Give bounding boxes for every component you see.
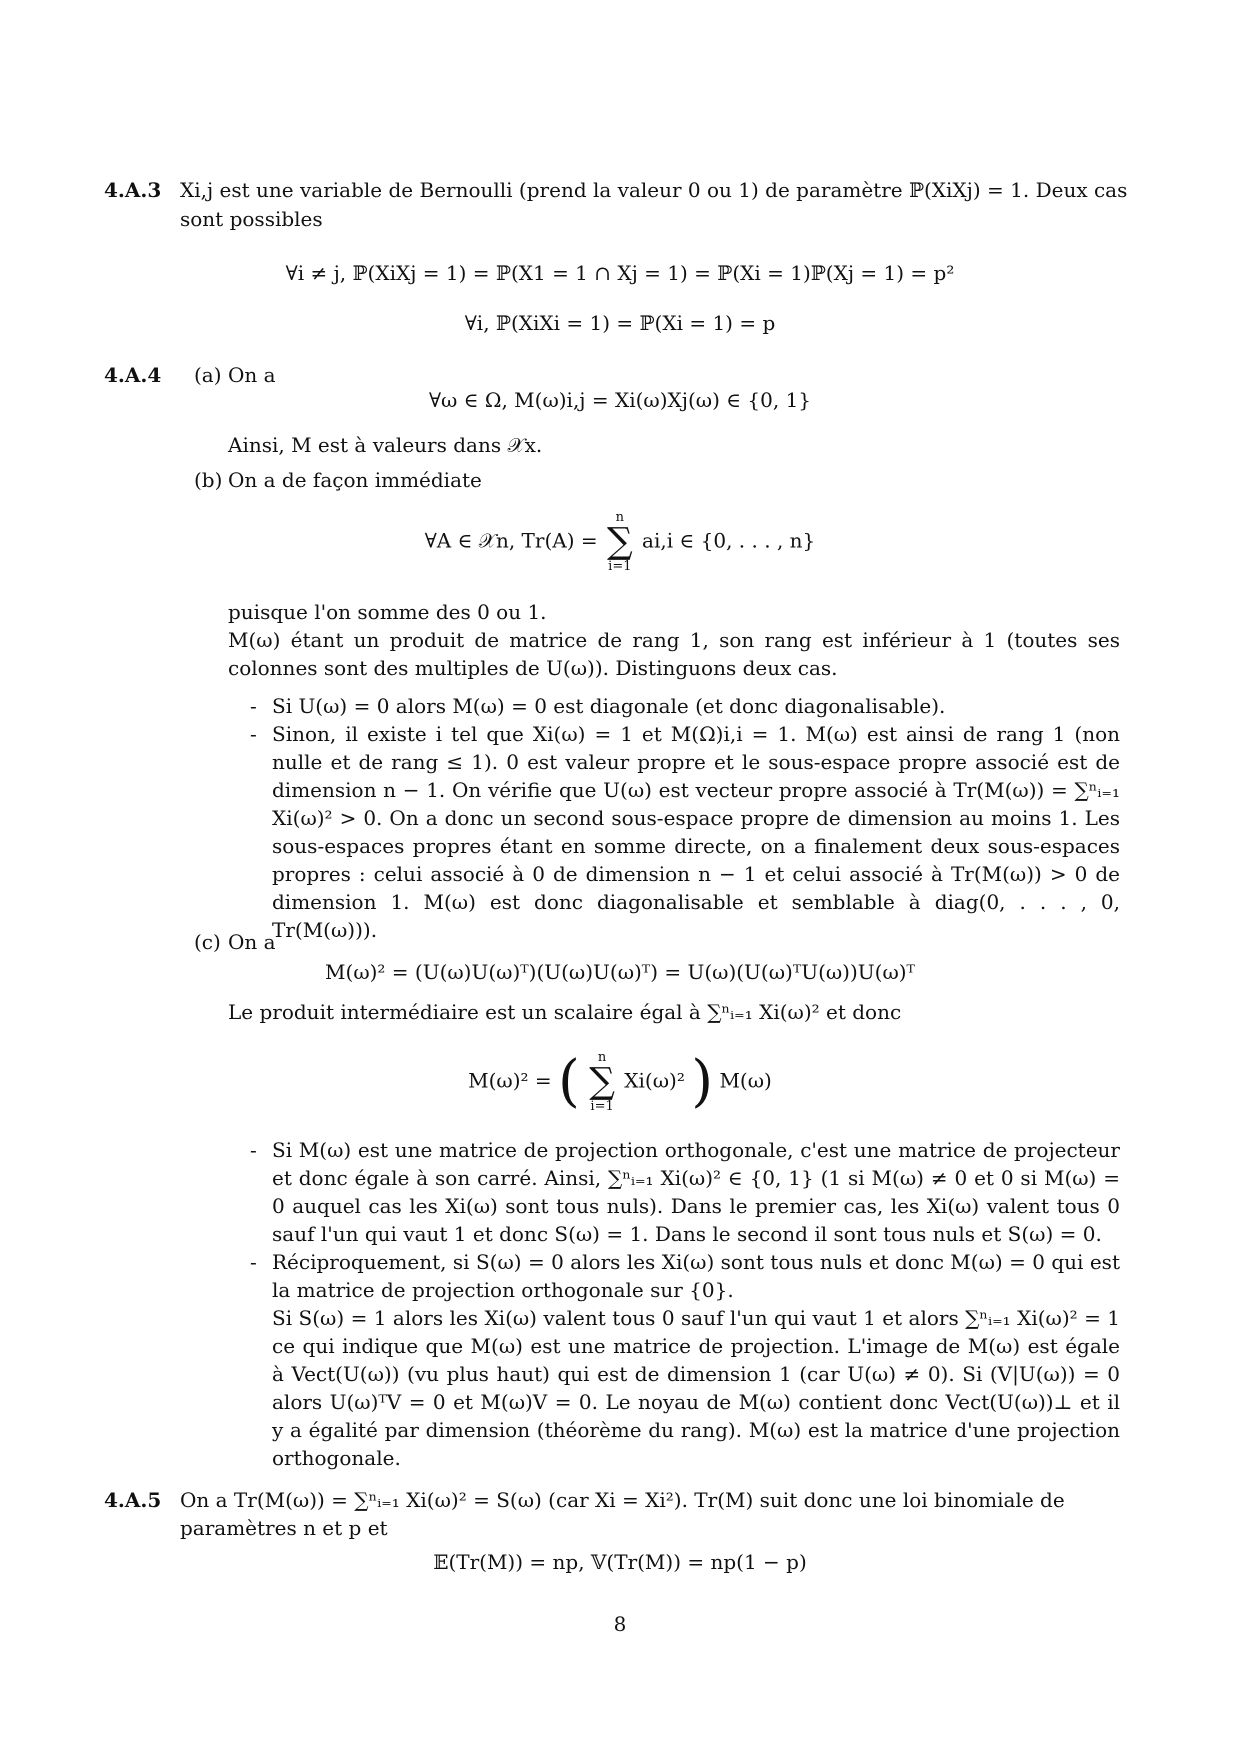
sum-symbol	[607, 510, 633, 574]
bullet-marker: -	[250, 1250, 257, 1274]
item-a-intro: On a	[228, 363, 276, 387]
item-b-bullet1: Si U(ω) = 0 alors M(ω) = 0 est diagonale (et donc diagonalisable).	[272, 694, 946, 718]
equation-4a3-1: ∀i ≠ j, ℙ(XiXj = 1) = ℙ(X1 = 1 ∩ Xj = 1) = ℙ(Xi = 1)ℙ(Xj = 1) = p²	[285, 261, 955, 285]
item-b-intro: On a de façon immédiate	[228, 468, 482, 492]
item-b-bullet2: Sinon, il existe i tel que Xi(ω) = 1 et M(Ω)i,i = 1. M(ω) est ainsi de rang 1 (non nulle et de rang ≤ 1). 0 est valeur propre et le sous-espace propre associé est de dimension n − 1. On vérifie que U(ω) est vecteur propre associé à Tr(M(ω)) = ∑ⁿᵢ₌₁ Xi(ω)² > 0. On a donc un second sous-espace propre de dimension au moins 1. Les sous-espaces propres étant en somme directe, on a finalement deux sous-espaces propres : celui associé à 0 de dimension n − 1 et celui associé à Tr(M(ω)) > 0 de dimension 1. M(ω) est donc diagonalisable et semblable à diag(0, . . . , 0, Tr(M(ω))).	[272, 722, 1120, 942]
equation-4a4-c2	[0, 1050, 1240, 1114]
equation-4a4-c2-right: M(ω)	[719, 1068, 772, 1093]
page-number: 8	[613, 1612, 627, 1636]
equation-4a4-b-right: ai,i ∈ {0, . . . , n}	[642, 528, 816, 553]
item-label-c: (c)	[194, 930, 221, 954]
item-label-a: (a)	[194, 363, 222, 387]
sum-symbol	[589, 1050, 615, 1114]
sum-upper-limit: n	[615, 510, 625, 525]
section-label-4a4: 4.A.4	[104, 363, 162, 387]
equation-4a4-c2-left: M(ω)² =	[468, 1068, 552, 1093]
equation-4a4-b	[0, 510, 1240, 574]
bullet-marker: -	[250, 722, 257, 746]
paragraph-4a5-line2: paramètres n et p et	[180, 1516, 388, 1540]
item-c-bullet2b: Si S(ω) = 1 alors les Xi(ω) valent tous 0 sauf l'un qui vaut 1 et alors ∑ⁿᵢ₌₁ Xi(ω)² = 1 ce qui indique que M(ω) est une matrice de projection. L'image de M(ω) est égale à Vect(U(ω)) (vu plus haut) qui est de dimension 1 (car U(ω) ≠ 0). Si (V|U(ω)) = 0 alors U(ω)ᵀV = 0 et M(ω)V = 0. Le noyau de M(ω) contient donc Vect(U(ω))⊥ et il y a égalité par dimension (théorème du rang). M(ω) est la matrice d'une projection orthogonale.	[272, 1306, 1120, 1470]
section-label-4a5: 4.A.5	[104, 1488, 162, 1512]
equation-4a4-c1: M(ω)² = (U(ω)U(ω)ᵀ)(U(ω)U(ω)ᵀ) = U(ω)(U(ω)ᵀU(ω))U(ω)ᵀ	[325, 960, 915, 984]
sum-upper-limit: n	[597, 1050, 607, 1065]
sigma-glyph: ∑	[589, 1061, 615, 1102]
item-b-paragraph2: M(ω) étant un produit de matrice de rang 1, son rang est inférieur à 1 (toutes ses colonnes sont des multiples de U(ω)). Distinguons deux cas.	[228, 628, 1120, 680]
item-c-paragraph1: Le produit intermédiaire est un scalaire égal à ∑ⁿᵢ₌₁ Xi(ω)² et donc	[228, 1000, 902, 1024]
item-label-b: (b)	[194, 468, 223, 492]
item-c-intro: On a	[228, 930, 276, 954]
equation-4a4-b-left: ∀A ∈ 𝒳n, Tr(A) =	[424, 528, 598, 553]
equation-4a3-2: ∀i, ℙ(XiXi = 1) = ℙ(Xi = 1) = p	[464, 311, 776, 335]
paragraph-4a3-line1: Xi,j est une variable de Bernoulli (prend la valeur 0 ou 1) de paramètre ℙ(XiXj) = 1. Deux cas	[180, 178, 1128, 202]
equation-4a4-c2-inner: Xi(ω)²	[624, 1068, 685, 1093]
item-b-paragraph1: puisque l'on somme des 0 ou 1.	[228, 600, 547, 624]
equation-4a5: 𝔼(Tr(M)) = np, 𝕍(Tr(M)) = np(1 − p)	[433, 1550, 807, 1574]
item-c-bullet1: Si M(ω) est une matrice de projection orthogonale, c'est une matrice de projecteur et donc égale à son carré. Ainsi, ∑ⁿᵢ₌₁ Xi(ω)² ∈ {0, 1} (1 si M(ω) ≠ 0 et 0 si M(ω) = 0 auquel cas les Xi(ω) sont tous nuls). Dans le premier cas, les Xi(ω) valent tous 0 sauf l'un qui vaut 1 et donc S(ω) = 1. Dans le second il sont tous nuls et S(ω) = 0.	[272, 1138, 1120, 1246]
equation-4a4-a: ∀ω ∈ Ω, M(ω)i,j = Xi(ω)Xj(ω) ∈ {0, 1}	[428, 388, 812, 412]
sum-lower-limit: i=1	[590, 1099, 614, 1114]
section-label-4a3: 4.A.3	[104, 178, 162, 202]
bullet-marker: -	[250, 694, 257, 718]
item-a-conclusion: Ainsi, M est à valeurs dans 𝒳x.	[228, 433, 543, 457]
bullet-marker: -	[250, 1138, 257, 1162]
paragraph-4a3-line2: sont possibles	[180, 207, 323, 231]
right-paren: )	[691, 1049, 714, 1114]
sum-lower-limit: i=1	[608, 559, 632, 574]
left-paren: (	[558, 1049, 580, 1114]
item-c-bullet2a: Réciproquement, si S(ω) = 0 alors les Xi(ω) sont tous nuls et donc M(ω) = 0 qui est la matrice de projection orthogonale sur {0}.	[272, 1250, 1120, 1302]
paragraph-4a5-line1: On a Tr(M(ω)) = ∑ⁿᵢ₌₁ Xi(ω)² = S(ω) (car Xi = Xi²). Tr(M) suit donc une loi binomiale de	[180, 1488, 1065, 1512]
sigma-glyph: ∑	[606, 521, 633, 562]
